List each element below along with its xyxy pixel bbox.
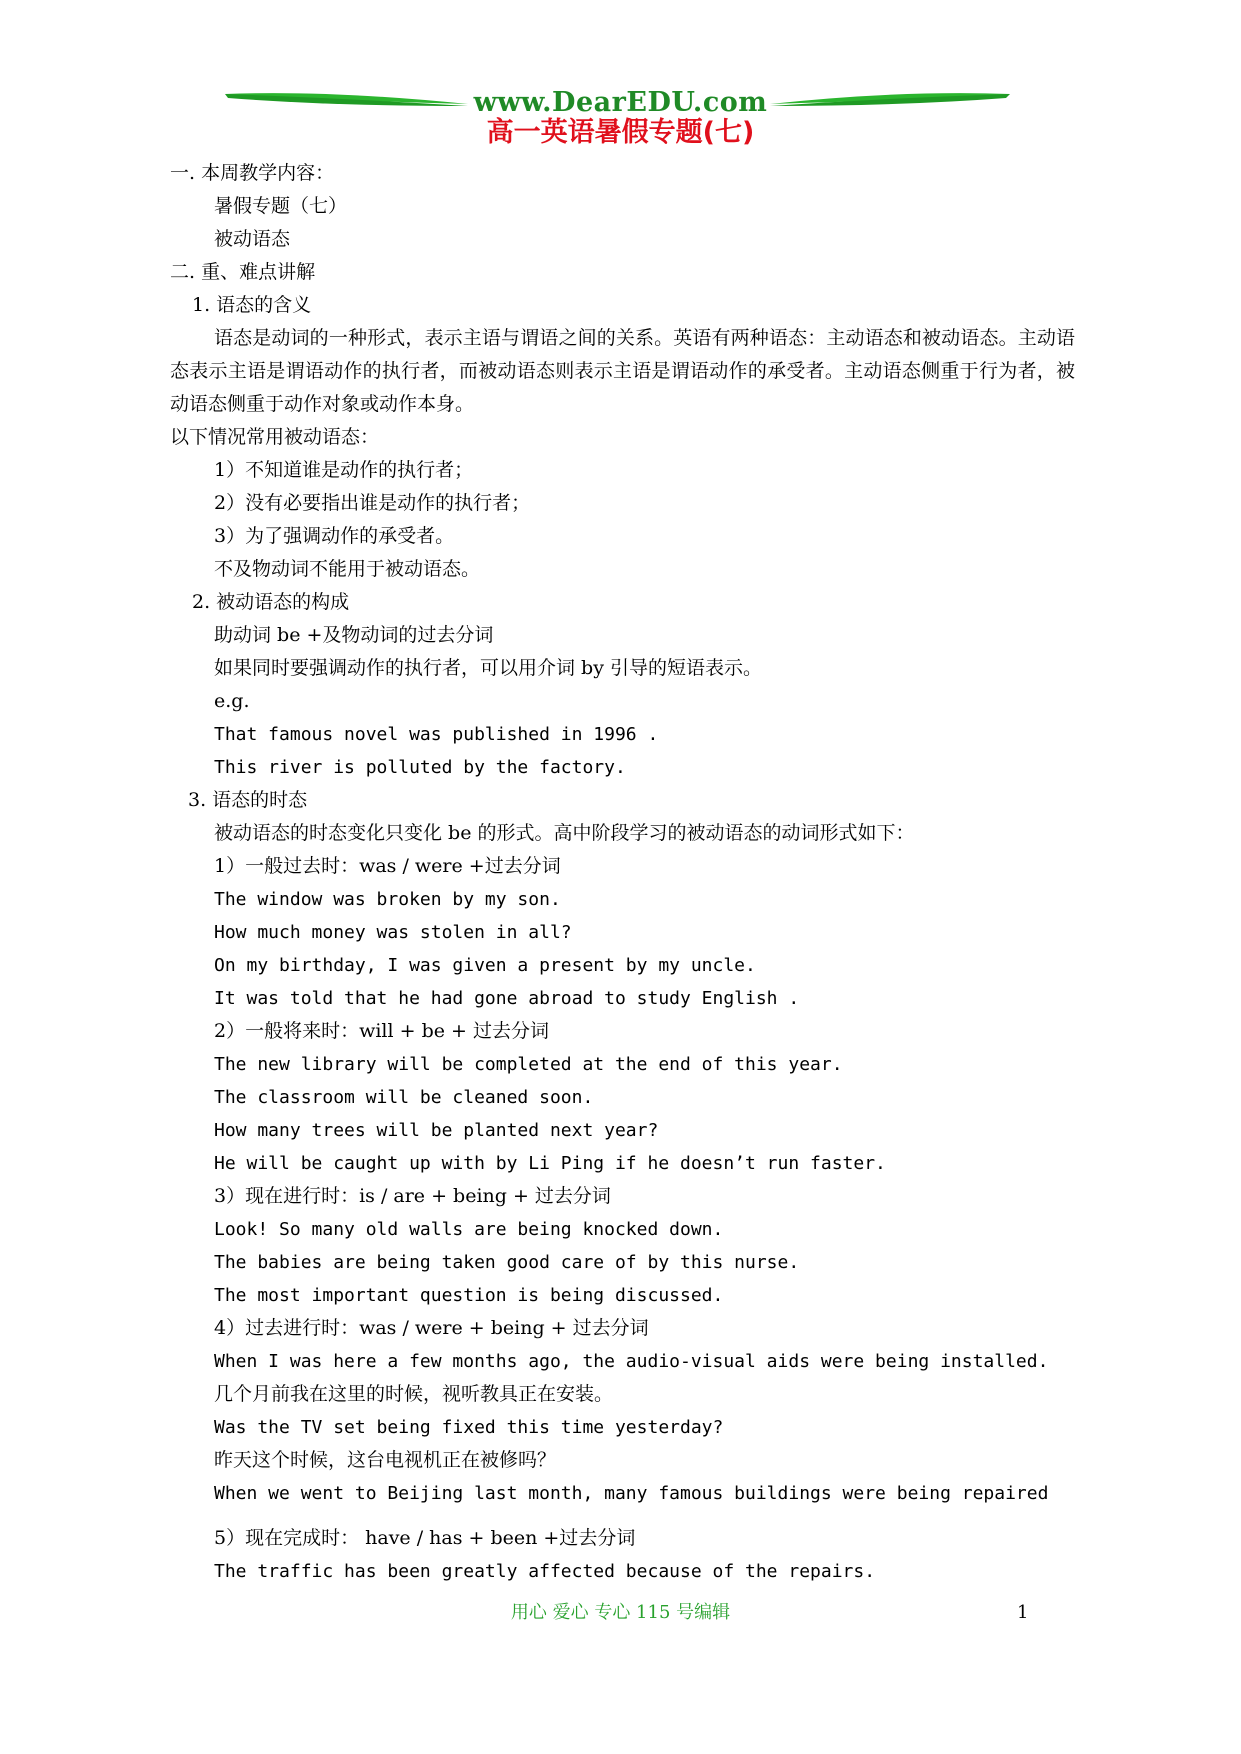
example-sentence: The new library will be completed at the end of this year. bbox=[214, 1054, 843, 1075]
tense-heading: 3）现在进行时：is / are + being + 过去分词 bbox=[214, 1185, 611, 1207]
footer-text: 用心 爱心 专心 115 号编辑 bbox=[510, 1602, 731, 1623]
spacer bbox=[170, 1510, 1090, 1522]
example-sentence: How much money was stolen in all? bbox=[214, 922, 572, 943]
example-sentence: He will be caught up with by Li Ping if he doesn’t run faster. bbox=[214, 1153, 886, 1174]
tense-heading: 1）一般过去时：was / were +过去分词 bbox=[214, 855, 561, 877]
tense-heading: 4）过去进行时：was / were + being + 过去分词 bbox=[214, 1317, 649, 1339]
content-line: 以下情况常用被动语态： bbox=[170, 426, 380, 448]
document-body bbox=[170, 157, 1090, 1588]
example-sentence: This river is polluted by the factory. bbox=[214, 757, 626, 778]
example-sentence: The classroom will be cleaned soon. bbox=[214, 1087, 594, 1108]
example-sentence: The babies are being taken good care of by this nurse. bbox=[214, 1252, 800, 1273]
content-line: 被动语态的时态变化只变化 be 的形式。高中阶段学习的被动语态的动词形式如下： bbox=[214, 822, 915, 844]
content-line: 暑假专题（七） bbox=[214, 195, 348, 217]
example-sentence: How many trees will be planted next year? bbox=[214, 1120, 659, 1141]
example-sentence: When we went to Beijing last month, many famous buildings were being repaired bbox=[214, 1483, 1049, 1504]
page-header bbox=[0, 86, 1241, 146]
content-line: 不及物动词不能用于被动语态。 bbox=[214, 558, 481, 580]
example-translation: 几个月前我在这里的时候，视听教具正在安装。 bbox=[214, 1383, 614, 1405]
content-line: e.g. bbox=[214, 690, 250, 712]
example-sentence: When I was here a few months ago, the audio-visual aids were being installed. bbox=[214, 1351, 1049, 1372]
page-footer bbox=[0, 1598, 1241, 1628]
list-item: 3）为了强调动作的承受者。 bbox=[214, 525, 455, 547]
content-line: 被动语态 bbox=[214, 228, 291, 250]
subsection-heading: 1. 语态的含义 bbox=[192, 294, 312, 316]
tense-heading: 2）一般将来时：will + be + 过去分词 bbox=[214, 1020, 549, 1042]
content-line: 助动词 be +及物动词的过去分词 bbox=[214, 624, 494, 646]
example-sentence: On my birthday, I was given a present by my uncle. bbox=[214, 955, 756, 976]
subsection-heading: 2. 被动语态的构成 bbox=[192, 591, 350, 613]
page-title: 高一英语暑假专题(七) bbox=[486, 117, 755, 148]
tense-heading: 5）现在完成时： have / has + been +过去分词 bbox=[214, 1527, 636, 1549]
section-heading: 一. 本周教学内容： bbox=[170, 162, 335, 184]
paragraph: 语态是动词的一种形式，表示主语与谓语之间的关系。英语有两种语态：主动语态和被动语态。主动语态表示主语是谓语动作的执行者，而被动语态则表示主语是谓语动作的承受者。主动语态侧重于行为者，被动语态侧重于动作对象或动作本身。 bbox=[170, 327, 1075, 415]
example-sentence: The window was broken by my son. bbox=[214, 889, 561, 910]
example-sentence: That famous novel was published in 1996 . bbox=[214, 724, 659, 745]
example-sentence: Was the TV set being fixed this time yesterday? bbox=[214, 1417, 724, 1438]
site-logo-text: www.DearEDU.com bbox=[473, 87, 768, 118]
section-heading: 二. 重、难点讲解 bbox=[170, 261, 316, 283]
example-sentence: The most important question is being discussed. bbox=[214, 1285, 724, 1306]
list-item: 1）不知道谁是动作的执行者； bbox=[214, 459, 474, 481]
example-translation: 昨天这个时候，这台电视机正在被修吗？ bbox=[214, 1449, 557, 1471]
subsection-heading: 3. 语态的时态 bbox=[188, 789, 308, 811]
list-item: 2）没有必要指出谁是动作的执行者； bbox=[214, 492, 531, 514]
content-line: 如果同时要强调动作的执行者，可以用介词 by 引导的短语表示。 bbox=[214, 657, 762, 679]
page-number: 1 bbox=[1017, 1602, 1029, 1623]
example-sentence: Look! So many old walls are being knocked down. bbox=[214, 1219, 724, 1240]
example-sentence: The traffic has been greatly affected because of the repairs. bbox=[214, 1561, 876, 1582]
example-sentence: It was told that he had gone abroad to study English . bbox=[214, 988, 800, 1009]
